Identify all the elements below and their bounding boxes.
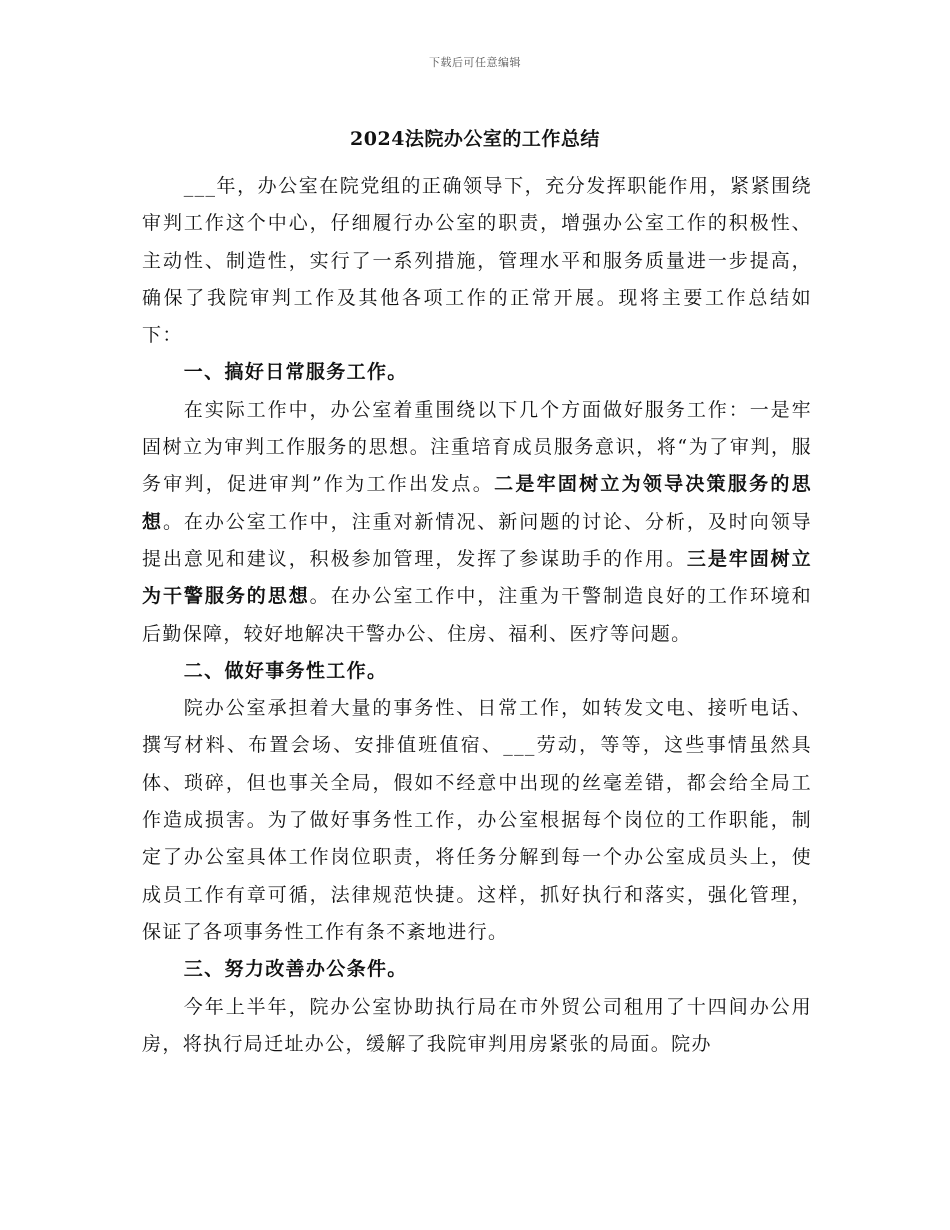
section-2-paragraph: 院办公室承担着大量的事务性、日常工作，如转发文电、接听电话、撰写材料、布置会场、安排值班值宿、___劳动，等等，这些事情虽然具体、琐碎，但也事关全局，假如不经意中出现的丝毫差错，都会给全局工作造成损害。为了做好事务性工作，办公室根据每个岗位的工作职能，制定了办公室具体工作岗位职责，将任务分解到每一个办公室成员头上，使成员工作有章可循，法律规范快捷。这样，抓好执行和落实，强化管理，保证了各项事务性工作有条不紊地进行。	[142, 697, 812, 943]
section-1-heading: 一、搞好日常服务工作。	[183, 361, 408, 384]
section-2-heading: 二、做好事务性工作。	[183, 659, 388, 682]
section-1-text-c: 。在办公室工作中，注重对新情况、新问题的讨论、分析，及时向领导提出意见和建议，积极参加管理，发挥了参谋助手的作用。	[142, 510, 812, 570]
header-note: 下载后可任意编辑	[429, 56, 521, 69]
section-3-paragraph: 今年上半年，院办公室协助执行局在市外贸公司租用了十四间办公用房，将执行局迁址办公，缓解了我院审判用房紧张的局面。院办	[142, 995, 812, 1055]
section-1-text-e: 。在办公室工作中，注重为干警制造良好的工作环境和后勤保障，较好地解决干警办公、住房、福利、医疗等问题。	[142, 585, 812, 645]
page-title: 2024法院办公室的工作总结	[350, 128, 600, 150]
section-1-emphasis-b: 二是牢固树立为领导决策服务的思想	[142, 473, 812, 533]
section-1-text-a: 在实际工作中，办公室着重围绕以下几个方面做好服务工作：一是牢固树立为审判工作服务的思想。注重培育成员服务意识，将“为了审判，服务审判，促进审判”作为工作出发点。	[142, 398, 812, 496]
section-1-paragraph	[142, 392, 812, 653]
section-3-heading: 三、努力改善办公条件。	[183, 958, 408, 981]
document-body	[142, 168, 812, 1063]
intro-paragraph: ___年，办公室在院党组的正确领导下，充分发挥职能作用，紧紧围绕审判工作这个中心，仔细履行办公室的职责，增强办公室工作的积极性、主动性、制造性，实行了一系列措施，管理水平和服务质量进一步提高，确保了我院审判工作及其他各项工作的正常开展。现将主要工作总结如下：	[142, 175, 812, 347]
section-1-emphasis-d: 三是牢固树立为干警服务的思想	[142, 547, 812, 608]
